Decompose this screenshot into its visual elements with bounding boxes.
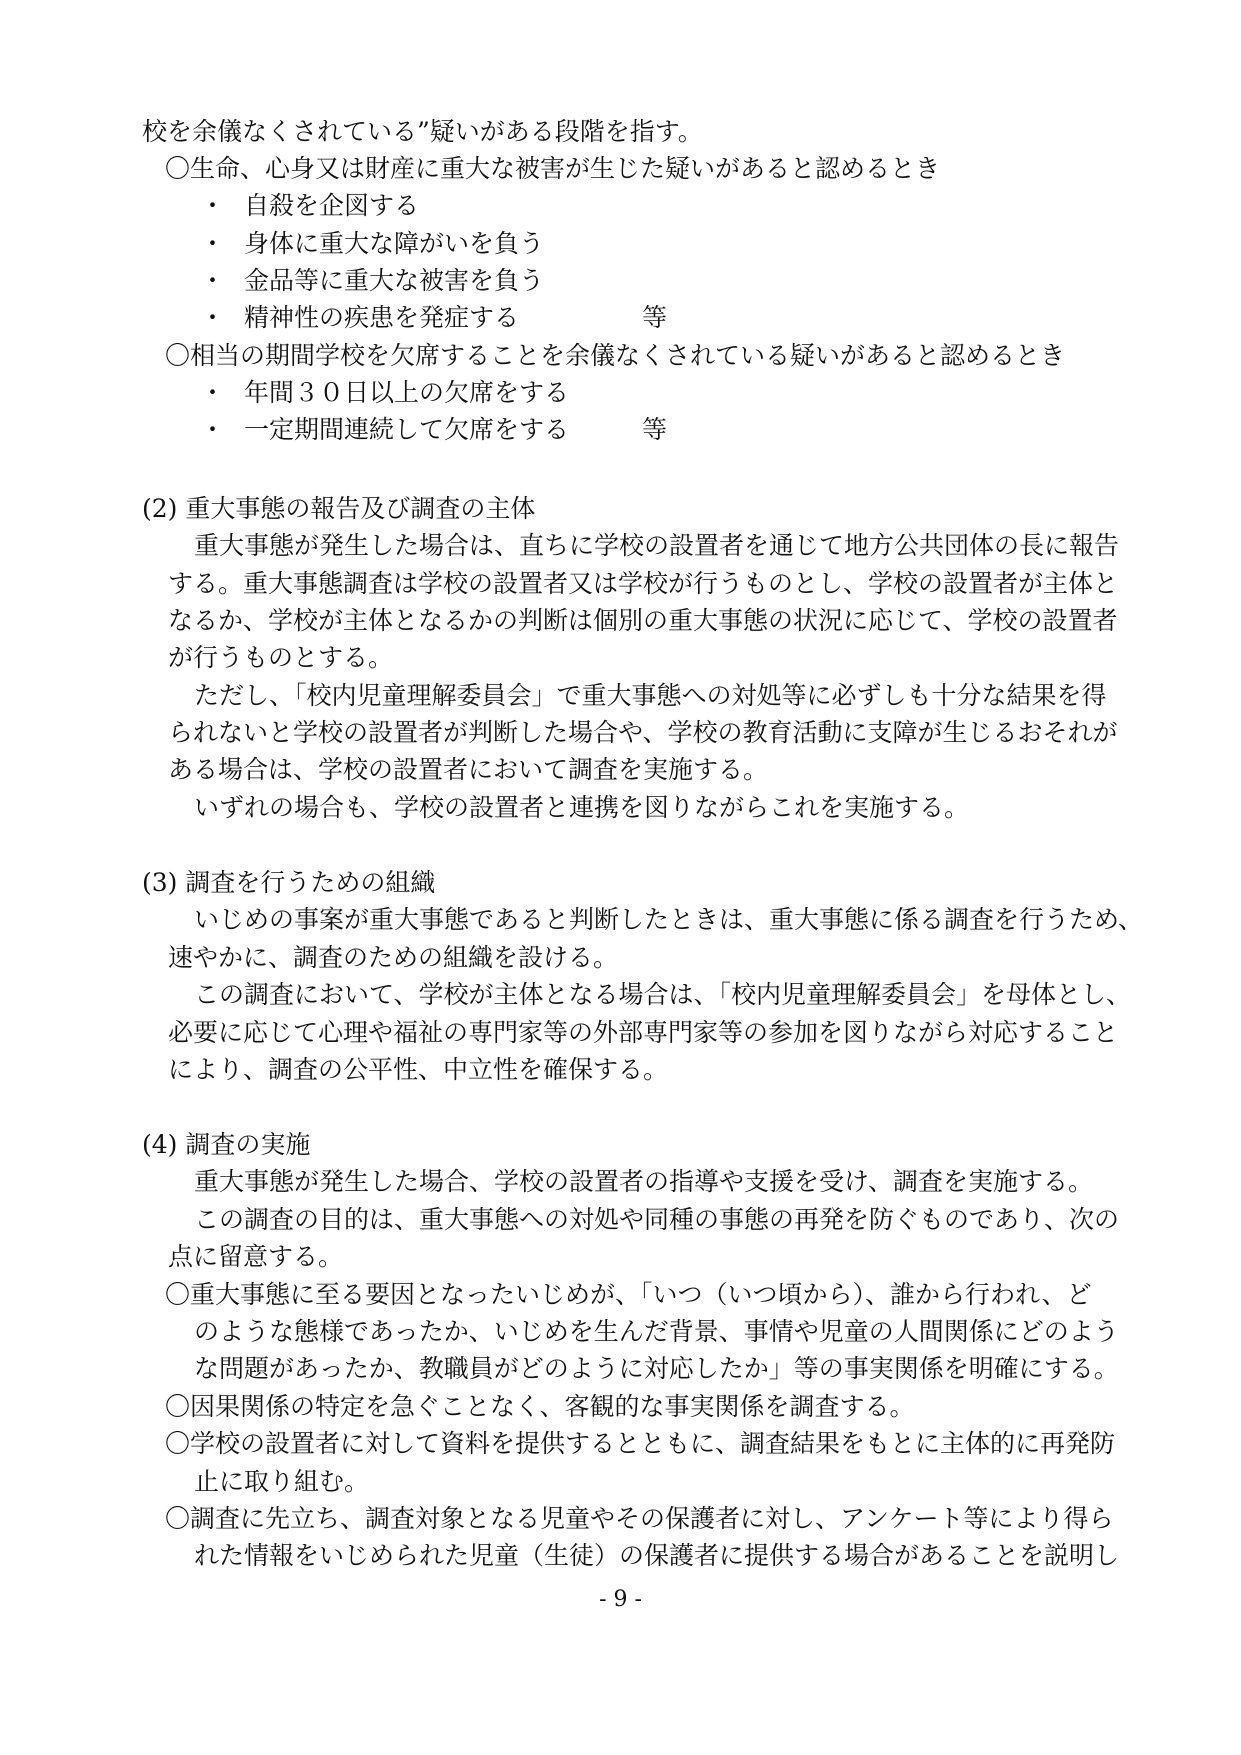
paragraph-line: られないと学校の設置者が判断した場合や、学校の教育活動に支障が生じるおそれが xyxy=(168,718,1118,747)
paragraph-line: ただし、「校内児童理解委員会」で重大事態への対処等に必ずしも十分な結果を得 xyxy=(194,681,1107,710)
paragraph-line: なるか、学校が主体となるかの判断は個別の重大事態の状況に応じて、学校の設置者 xyxy=(168,606,1118,635)
paragraph-line: 点に留意する。 xyxy=(168,1242,344,1271)
circle-item-continuation: な問題があったか、教職員がどのように対応したか」等の事実関係を明確にする。 xyxy=(194,1354,1119,1383)
bullet-item: 精神性の疾患を発症する xyxy=(244,303,520,332)
circle-item: 〇調査に先立ち、調査対象となる児童やその保護者に対し、アンケート等により得ら xyxy=(165,1504,1114,1533)
bullet-item: 金品等に重大な被害を負う xyxy=(244,266,545,295)
bullet-mark: ・ xyxy=(200,415,226,444)
bullet-mark: ・ xyxy=(200,303,226,332)
paragraph-line: いずれの場合も、学校の設置者と連携を図りながらこれを実施する。 xyxy=(194,793,970,822)
criteria-circle-item: 〇相当の期間学校を欠席することを余儀なくされている疑いがあると認めるとき xyxy=(165,341,1066,370)
circle-item-continuation: 止に取り組む。 xyxy=(194,1467,370,1496)
paragraph-line: 重大事態が発生した場合、学校の設置者の指導や支援を受け、調査を実施する。 xyxy=(194,1167,1094,1196)
circle-item: 〇重大事態に至る要因となったいじめが、「いつ（いつ頃から）、誰から行われ、ど xyxy=(165,1280,1092,1309)
circle-item: 〇因果関係の特定を急ぐことなく、客観的な事実関係を調査する。 xyxy=(165,1392,915,1421)
intro-line: 校を余儀なくされている”疑いがある段階を指す。 xyxy=(142,117,703,146)
criteria-circle-item: 〇生命、心身又は財産に重大な被害が生じた疑いがあると認めるとき xyxy=(165,154,941,183)
paragraph-line: この調査の目的は、重大事態への対処や同種の事態の再発を防ぐものであり、次の xyxy=(194,1205,1120,1234)
bullet-item: 年間３０日以上の欠席をする xyxy=(244,378,570,407)
paragraph-line: 重大事態が発生した場合は、直ちに学校の設置者を通じて地方公共団体の長に報告 xyxy=(194,531,1120,560)
section-heading: (3) 調査を行うための組織 xyxy=(142,868,436,897)
paragraph-line: この調査において、学校が主体となる場合は、「校内児童理解委員会」を母体とし、 xyxy=(194,980,1132,1009)
circle-item: 〇学校の設置者に対して資料を提供するとともに、調査結果をもとに主体的に再発防 xyxy=(165,1429,1116,1458)
paragraph-line: 必要に応じて心理や福祉の専門家等の外部専門家等の参加を図りながら対応すること xyxy=(168,1018,1119,1047)
etc-mark: 等 xyxy=(642,303,668,332)
bullet-mark: ・ xyxy=(200,378,226,407)
paragraph-line: する。重大事態調査は学校の設置者又は学校が行うものとし、学校の設置者が主体と xyxy=(168,569,1119,598)
paragraph-line: ある場合は、学校の設置者において調査を実施する。 xyxy=(168,755,769,784)
etc-mark: 等 xyxy=(642,415,668,444)
circle-item-continuation: のような態様であったか、いじめを生んだ背景、事情や児童の人間関係にどのよう xyxy=(194,1317,1119,1346)
paragraph-line: いじめの事案が重大事態であると判断したときは、重大事態に係る調査を行うため、 xyxy=(194,905,1144,934)
section-heading: (4) 調査の実施 xyxy=(142,1130,311,1159)
bullet-item: 身体に重大な障がいを負う xyxy=(244,229,545,258)
bullet-item: 自殺を企図する xyxy=(244,191,420,220)
paragraph-line: 速やかに、調査のための組織を設ける。 xyxy=(168,943,619,972)
bullet-mark: ・ xyxy=(200,191,226,220)
circle-item-continuation: れた情報をいじめられた児童（生徒）の保護者に提供する場合があることを説明し xyxy=(194,1541,1120,1570)
page-number: - 9 - xyxy=(599,1587,642,1612)
bullet-item: 一定期間連続して欠席をする xyxy=(244,415,570,444)
paragraph-line: により、調査の公平性、中立性を確保する。 xyxy=(168,1055,669,1084)
bullet-mark: ・ xyxy=(200,266,226,295)
bullet-mark: ・ xyxy=(200,229,226,258)
paragraph-line: が行うものとする。 xyxy=(168,643,394,672)
section-heading: (2) 重大事態の報告及び調査の主体 xyxy=(142,494,536,523)
